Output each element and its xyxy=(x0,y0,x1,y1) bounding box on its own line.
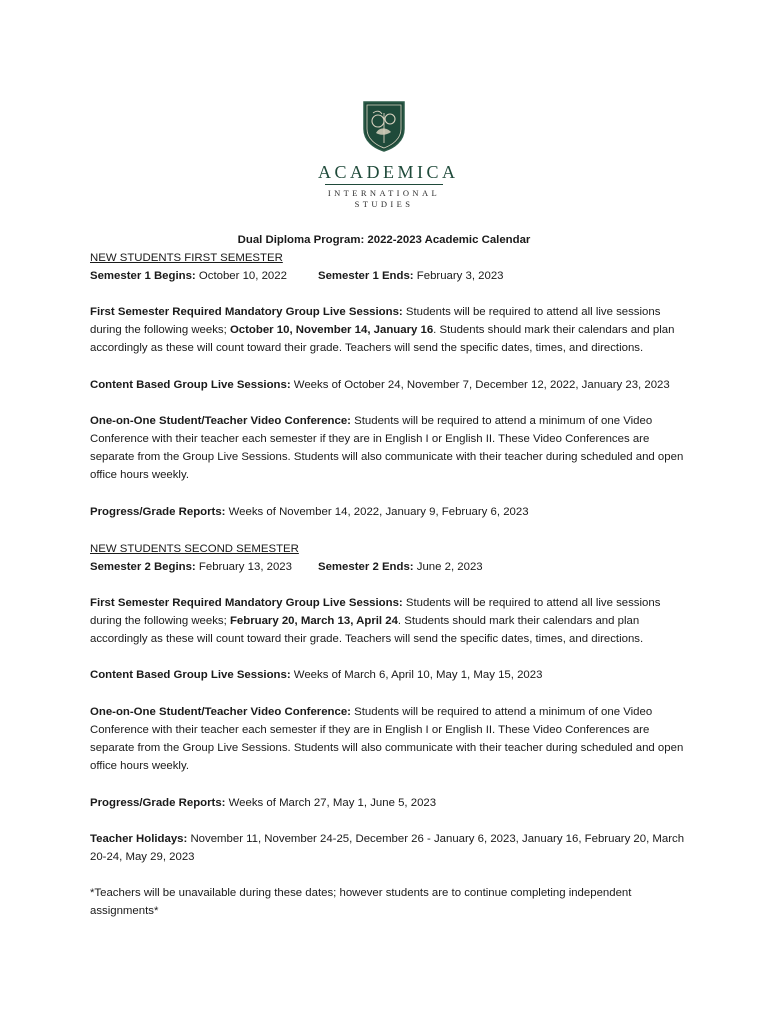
first-mandatory-dates: October 10, November 14, January 16 xyxy=(229,324,434,336)
first-mandatory-sessions xyxy=(90,303,690,357)
shield-crest-icon xyxy=(361,99,407,153)
logo xyxy=(318,99,459,210)
second-mandatory-label: First Semester Required Mandatory Group Live Sessions: xyxy=(90,597,403,609)
logo-line-3: STUDIES xyxy=(354,199,414,209)
semester-1-ends xyxy=(318,267,504,285)
semester-1-ends-label: Semester 1 Ends: xyxy=(318,270,414,282)
second-mandatory-dates: February 20, March 13, April 24 xyxy=(229,615,398,627)
document-title: Dual Diploma Program: 2022-2023 Academic Calendar xyxy=(237,234,531,246)
second-video-conference xyxy=(90,703,690,775)
semester-1-ends-value: February 3, 2023 xyxy=(413,270,504,282)
second-mandatory-text-b: . Students should mark their calendars and plan accordingly as these will count toward their grade. Teachers will send the specific dates, times, and directions. xyxy=(90,615,644,645)
first-video-label: One-on-One Student/Teacher Video Conference: xyxy=(90,415,351,427)
teacher-holidays-label: Teacher Holidays: xyxy=(90,833,188,845)
semester-2-ends-label: Semester 2 Ends: xyxy=(318,561,414,573)
semester-2-ends xyxy=(318,558,483,576)
second-semester-heading-text: NEW STUDENTS SECOND SEMESTER xyxy=(90,543,299,555)
semester-1-begins-label: Semester 1 Begins: xyxy=(90,270,196,282)
second-progress-text: Weeks of March 27, May 1, June 5, 2023 xyxy=(225,797,437,809)
second-progress-label: Progress/Grade Reports: xyxy=(90,797,226,809)
second-video-label: One-on-One Student/Teacher Video Conference: xyxy=(90,706,351,718)
second-semester-heading xyxy=(90,540,690,558)
first-semester-heading xyxy=(90,249,690,267)
second-content-sessions xyxy=(90,666,690,684)
first-semester-dates xyxy=(90,267,690,285)
first-mandatory-label: First Semester Required Mandatory Group Live Sessions: xyxy=(90,306,403,318)
first-video-text: Students will be required to attend a minimum of one Video Conference with their teacher each semester if they are in English I or English II. These Video Conferences are separate from the Group Live Sessions. Students will also communicate with their teacher during scheduled and open office hours weekly. xyxy=(90,415,684,481)
second-content-label: Content Based Group Live Sessions: xyxy=(90,669,291,681)
logo-line-2: INTERNATIONAL xyxy=(327,188,441,198)
second-content-text: Weeks of March 6, April 10, May 1, May 15, 2023 xyxy=(290,669,543,681)
semester-2-begins xyxy=(90,558,318,576)
first-content-sessions xyxy=(90,376,690,394)
first-content-text: Weeks of October 24, November 7, December 12, 2022, January 23, 2023 xyxy=(290,379,670,391)
first-progress-label: Progress/Grade Reports: xyxy=(90,506,226,518)
first-semester-heading-text: NEW STUDENTS FIRST SEMESTER xyxy=(90,252,283,264)
second-semester-dates xyxy=(90,558,690,576)
first-mandatory-text-a: Students will be required to attend all live sessions during the following weeks; xyxy=(90,306,661,336)
first-video-conference xyxy=(90,412,690,484)
semester-1-begins-value: October 10, 2022 xyxy=(195,270,287,282)
second-mandatory-text-a: Students will be required to attend all live sessions during the following weeks; xyxy=(90,597,661,627)
semester-2-ends-value: June 2, 2023 xyxy=(413,561,483,573)
semester-2-begins-value: February 13, 2023 xyxy=(195,561,292,573)
teacher-holidays xyxy=(90,830,690,866)
first-progress-text: Weeks of November 14, 2022, January 9, February 6, 2023 xyxy=(225,506,529,518)
first-progress-reports xyxy=(90,503,690,521)
semester-1-begins xyxy=(90,267,318,285)
logo-name: ACADEMICA xyxy=(318,162,459,182)
second-mandatory-sessions xyxy=(90,594,690,648)
first-mandatory-text-b: . Students should mark their calendars and plan accordingly as these will count toward their grade. Teachers will send the specific dates, times, and directions. xyxy=(90,324,675,354)
first-content-label: Content Based Group Live Sessions: xyxy=(90,379,291,391)
second-progress-reports xyxy=(90,794,690,812)
logo-divider xyxy=(325,184,443,185)
teacher-holidays-text: November 11, November 24-25, December 26 - January 6, 2023, January 16, February 20, March 20-24, May 29, 2023 xyxy=(90,833,685,863)
unavailability-note: *Teachers will be unavailable during these dates; however students are to continue completing independent assignments* xyxy=(90,887,632,917)
semester-2-begins-label: Semester 2 Begins: xyxy=(90,561,196,573)
second-video-text: Students will be required to attend a minimum of one Video Conference with their teacher each semester if they are in English I or English II. These Video Conferences are separate from the Group Live Sessions. Students will also communicate with their teacher during scheduled and open office hours weekly. xyxy=(90,706,684,772)
